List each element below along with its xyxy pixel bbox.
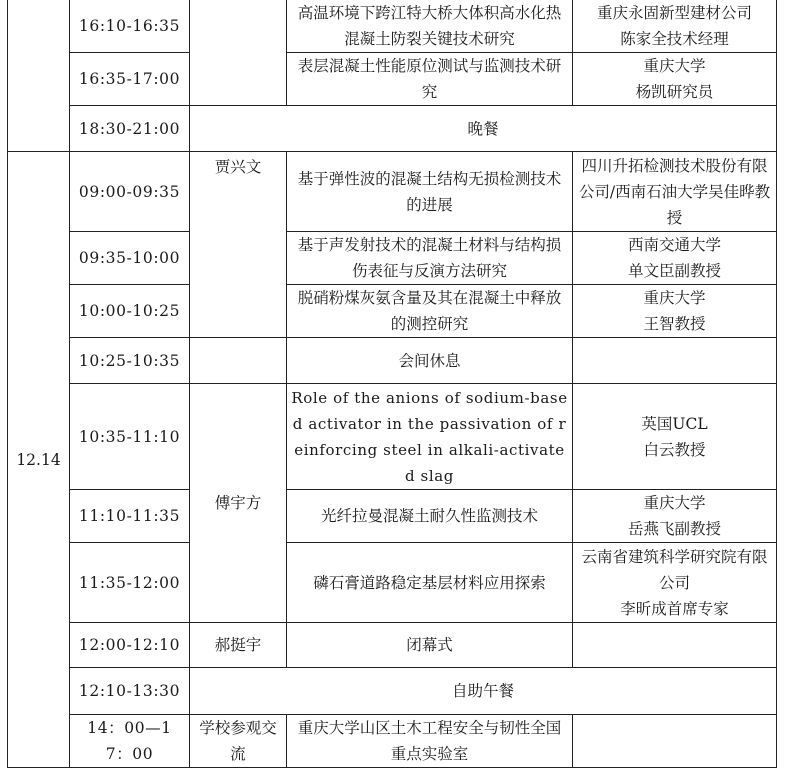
time-cell: 12:10-13:30	[70, 668, 190, 715]
chair-cell: 贾兴文	[190, 152, 287, 338]
chair-cell	[190, 338, 287, 384]
table-row	[8, 490, 777, 543]
time-cell: 09:35-10:00	[70, 232, 190, 285]
speaker-cell	[573, 623, 777, 668]
topic-cell: 磷石膏道路稳定基层材料应用探索	[287, 543, 573, 623]
event-cell: 自助午餐	[190, 668, 777, 715]
chair-cell: 傅宇方	[190, 384, 287, 623]
time-cell: 11:35-12:00	[70, 543, 190, 623]
speaker-cell: 重庆大学 杨凯研究员	[573, 53, 777, 106]
time-cell: 18:30-21:00	[70, 106, 190, 152]
topic-cell: 基于声发射技术的混凝土材料与结构损伤表征与反演方法研究	[287, 232, 573, 285]
table-row	[8, 232, 777, 285]
time-cell: 10:00-10:25	[70, 285, 190, 338]
speaker-cell: 英国UCL 白云教授	[573, 384, 777, 490]
chair-cell: 郝挺宇	[190, 623, 287, 668]
topic-cell: 会间休息	[287, 338, 573, 384]
table-row	[8, 53, 777, 106]
topic-cell: 闭幕式	[287, 623, 573, 668]
speaker-cell: 四川升拓检测技术股份有限公司/西南石油大学吴佳晔教授	[573, 152, 777, 232]
topic-cell: 光纤拉曼混凝土耐久性监测技术	[287, 490, 573, 543]
topic-cell: 基于弹性波的混凝土结构无损检测技术的进展	[287, 152, 573, 232]
time-cell: 10:35-11:10	[70, 384, 190, 490]
date-cell	[8, 0, 70, 152]
speaker-cell: 西南交通大学 单文臣副教授	[573, 232, 777, 285]
table-row	[8, 668, 777, 715]
speaker-cell: 重庆大学 王智教授	[573, 285, 777, 338]
topic-cell: 表层混凝土性能原位测试与监测技术研究	[287, 53, 573, 106]
topic-cell: Role of the anions of sodium-based activator in the passivation of reinforcing steel in alkali-activated slag	[287, 384, 573, 490]
topic-cell: 重庆大学山区土木工程安全与韧性全国重点实验室	[287, 715, 573, 768]
table-row	[8, 338, 777, 384]
table-row	[8, 152, 777, 232]
chair-cell: 学校参观交流	[190, 715, 287, 768]
table-row	[8, 543, 777, 623]
table-row	[8, 106, 777, 152]
time-cell: 12:00-12:10	[70, 623, 190, 668]
time-cell: 09:00-09:35	[70, 152, 190, 232]
time-cell: 16:10-16:35	[70, 0, 190, 53]
table-row	[8, 384, 777, 490]
topic-cell: 高温环境下跨江特大桥大体积高水化热混凝土防裂关键技术研究	[287, 0, 573, 53]
table-row	[8, 285, 777, 338]
speaker-cell	[573, 338, 777, 384]
speaker-cell: 云南省建筑科学研究院有限公司 李昕成首席专家	[573, 543, 777, 623]
speaker-cell: 重庆大学 岳燕飞副教授	[573, 490, 777, 543]
date-cell: 12.14	[8, 152, 70, 768]
speaker-cell	[573, 715, 777, 768]
time-cell: 14：00—17：00	[70, 715, 190, 768]
time-cell: 11:10-11:35	[70, 490, 190, 543]
table-row	[8, 715, 777, 768]
event-cell: 晚餐	[190, 106, 777, 152]
schedule-table	[7, 0, 777, 768]
table-row	[8, 0, 777, 53]
time-cell: 10:25-10:35	[70, 338, 190, 384]
topic-cell: 脱硝粉煤灰氨含量及其在混凝土中释放的测控研究	[287, 285, 573, 338]
speaker-cell: 重庆永固新型建材公司 陈家全技术经理	[573, 0, 777, 53]
time-cell: 16:35-17:00	[70, 53, 190, 106]
table-row	[8, 623, 777, 668]
chair-cell	[190, 0, 287, 106]
